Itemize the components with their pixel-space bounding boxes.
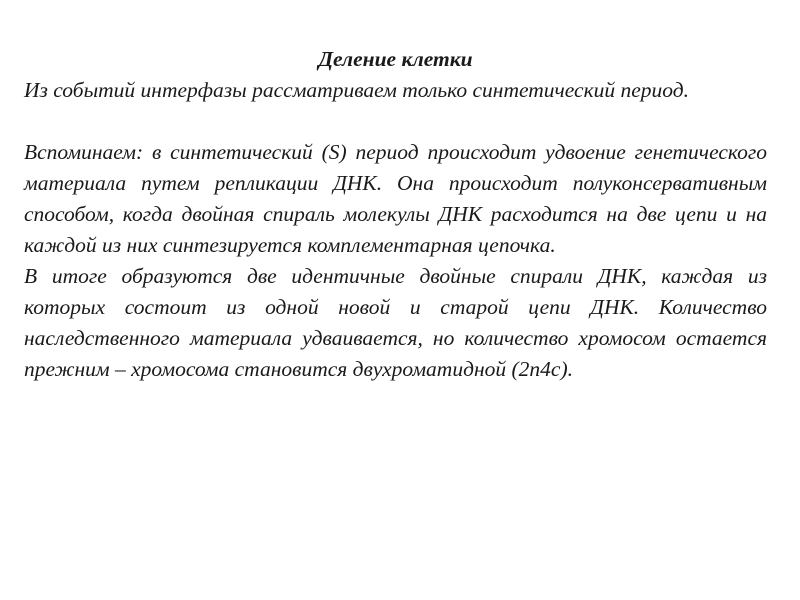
- slide-content: [24, 44, 767, 385]
- recall-paragraph: Вспоминаем: в синтетический (S) период происходит удвоение генетического материала путем репликации ДНК. Она происходит полуконсервативным способом, когда двойная спираль молекулы ДНК расходится на две цепи и на каждой из них синтезируется комплементарная цепочка.: [24, 140, 767, 257]
- paragraph-spacer: [24, 106, 767, 137]
- slide-title: Деление клетки: [318, 47, 473, 71]
- result-paragraph: В итоге образуются две идентичные двойные спирали ДНК, каждая из которых состоит из одной новой и старой цепи ДНК. Количество наследственного материала удваивается, но количество хромосом остается прежним – хромосома становится двухроматидной (2n4c).: [24, 264, 767, 381]
- intro-paragraph: Из событий интерфазы рассматриваем только синтетический период.: [24, 78, 690, 102]
